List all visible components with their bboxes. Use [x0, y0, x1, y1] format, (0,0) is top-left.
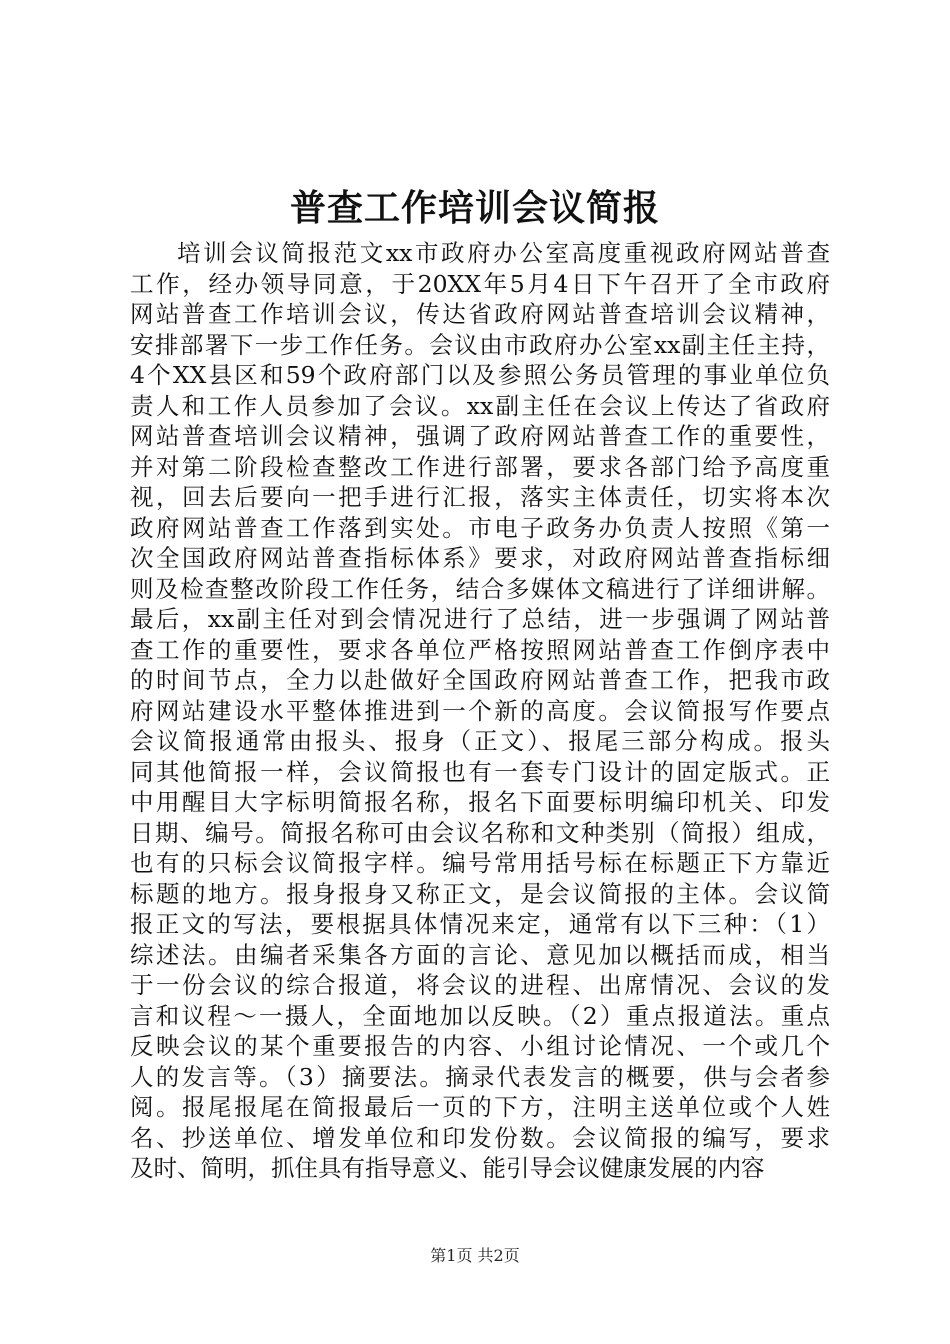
body-line: 反映会议的某个重要报告的内容、小组讨论情况、一个或几个: [130, 1032, 830, 1060]
body-line: 同其他简报一样，会议简报也有一套专门设计的固定版式。正: [130, 757, 830, 786]
body-line: 责人和工作人员参加了会议。xx副主任在会议上传达了省政府: [130, 391, 830, 420]
body-line: 最后，xx副主任对到会情况进行了总结，进一步强调了网站普: [130, 605, 830, 633]
body-line: 报正文的写法，要根据具体情况来定，通常有以下三种：（1）: [130, 910, 830, 938]
body-line: 府网站建设水平整体推进到一个新的高度。会议简报写作要点: [130, 696, 830, 725]
body-line: 的时间节点，全力以赴做好全国政府网站普查工作，把我市政: [130, 666, 830, 694]
body-line: 人的发言等。（3）摘要法。摘录代表发言的概要，供与会者参: [130, 1062, 830, 1091]
body-line: 于一份会议的综合报道，将会议的进程、出席情况、会议的发: [130, 971, 830, 999]
body-line: 也有的只标会议简报字样。编号常用括号标在标题正下方靠近: [130, 849, 830, 877]
body-line: 网站普查工作培训会议，传达省政府网站普查培训会议精神，: [130, 300, 830, 328]
body-line: 中用醒目大字标明简报名称，报名下面要标明编印机关、印发: [130, 788, 830, 816]
body-line: 综述法。由编者采集各方面的言论、意见加以概括而成，相当: [130, 940, 830, 969]
body-line: 培训会议简报范文xx市政府办公室高度重视政府网站普查: [177, 239, 830, 267]
body-line: 次全国政府网站普查指标体系》要求，对政府网站普查指标细: [130, 544, 830, 572]
body-line: 及时、简明，抓住具有指导意义、能引导会议健康发展的内容: [130, 1154, 765, 1182]
document-title: 普查工作培训会议简报: [289, 187, 660, 229]
body-line: 网站普查培训会议精神，强调了政府网站普查工作的重要性，: [130, 422, 830, 450]
body-line: 日期、编号。简报名称可由会议名称和文种类别（简报）组成，: [130, 818, 830, 847]
body-line: 查工作的重要性，要求各单位严格按照网站普查工作倒序表中: [130, 635, 830, 664]
body-line: 工作，经办领导同意，于20XX年5月4日下午召开了全市政府: [130, 269, 830, 298]
body-line: 4个XX县区和59个政府部门以及参照公务员管理的事业单位负: [130, 361, 830, 389]
body-line: 言和议程～一摄人，全面地加以反映。（2）重点报道法。重点: [130, 1001, 830, 1030]
body-line: 名、抄送单位、增发单位和印发份数。会议简报的编写，要求: [130, 1123, 830, 1152]
body-line: 安排部署下一步工作任务。会议由市政府办公室xx副主任主持，: [130, 330, 830, 359]
body-line: 政府网站普查工作落到实处。市电子政务办负责人按照《第一: [130, 513, 830, 542]
page-footer: 第1页 共2页: [430, 1246, 520, 1265]
body-line: 视，回去后要向一把手进行汇报，落实主体责任，切实将本次: [130, 483, 830, 511]
body-line: 标题的地方。报身报身又称正文，是会议简报的主体。会议简: [130, 879, 830, 908]
body-line: 则及检查整改阶段工作任务，结合多媒体文稿进行了详细讲解。: [130, 574, 830, 603]
document-body: [130, 238, 830, 1184]
body-line: 并对第二阶段检查整改工作进行部署，要求各部门给予高度重: [130, 452, 830, 481]
body-line: 会议简报通常由报头、报身（正文）、报尾三部分构成。报头: [130, 727, 830, 755]
body-line: 阅。报尾报尾在简报最后一页的下方，注明主送单位或个人姓: [130, 1093, 830, 1121]
